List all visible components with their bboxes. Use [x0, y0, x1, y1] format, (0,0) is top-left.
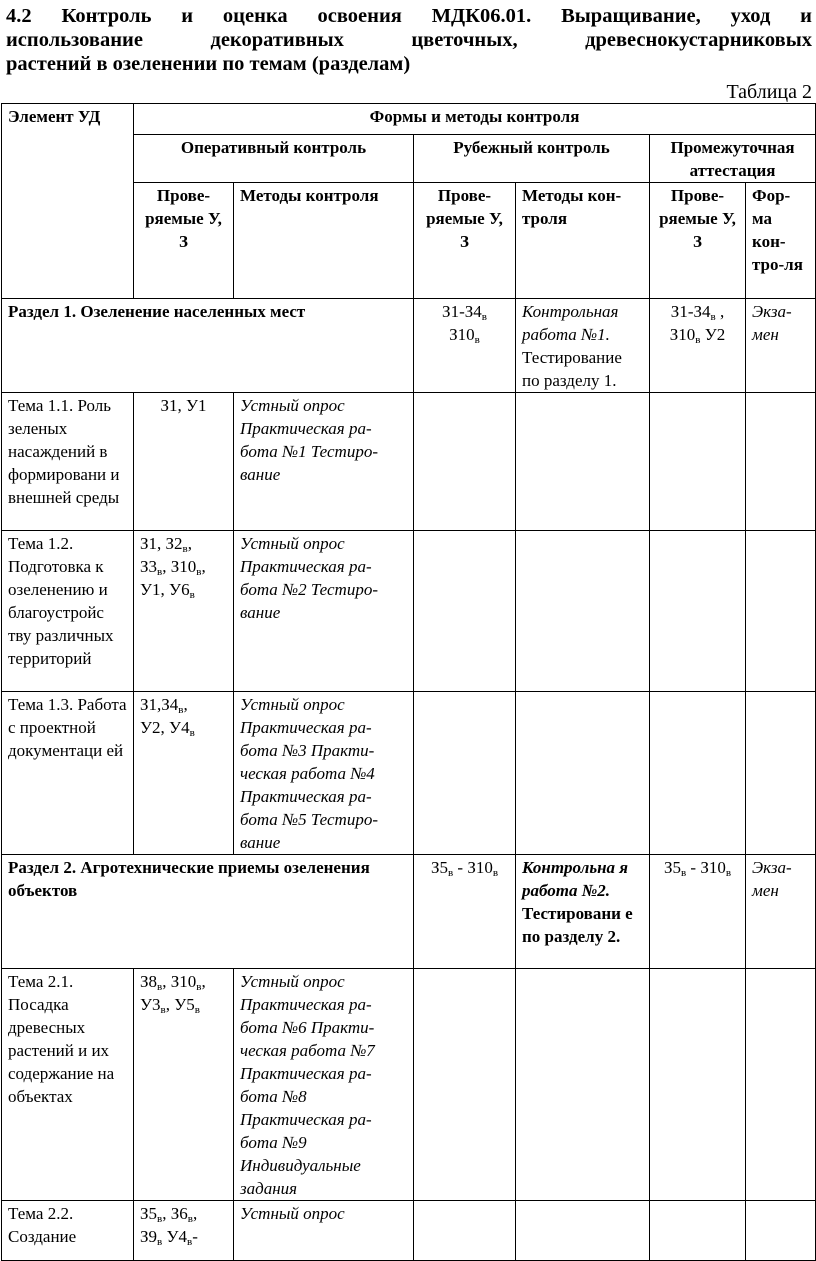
topic-1-2-name: Тема 1.2. Подготовка к озеленению и благоустройс тву различных территорий: [2, 531, 134, 692]
topic-1-3-empty-1: [414, 692, 516, 855]
header-forms: Формы и методы контроля: [134, 104, 816, 135]
topic-1-3-empty-3: [650, 692, 746, 855]
header-checked-2: Прове-ряемые У, З: [414, 183, 516, 299]
topic-2-2-name: Тема 2.2. Создание: [2, 1201, 134, 1261]
heading-line-1: 4.2 Контроль и оценка освоения МДК06.01. Выращивание, уход и: [6, 5, 812, 27]
section-1-title: Раздел 1. Озеленение населенных мест: [2, 299, 414, 393]
control-table: [1, 103, 816, 1261]
topic-1-3-methods: Устный опрос Практическая ра-бота №3 Практи-ческая работа №4 Практическая ра-бота №5 Тестиро-вание: [234, 692, 414, 855]
topic-1-1-empty-4: [746, 393, 816, 531]
header-checked: Прове-ряемые У, З: [134, 183, 234, 299]
topic-2-1-methods: Устный опрос Практическая ра-бота №6 Практи-ческая работа №7 Практическая ра-бота №8 Практическая ра-бота №9 Индивидуальные задания: [234, 969, 414, 1201]
topic-1-2-checked: З1, $З2_в$, $З3_в$, $З10_в$, У1, $У6_в$: [134, 531, 234, 692]
section-2-milestone-checked: $З5_в - З10_в$: [414, 855, 516, 969]
topic-1-2-empty-1: [414, 531, 516, 692]
section-2-intermediate-checked: $З5_в - З10_в$: [650, 855, 746, 969]
header-intermediate: Промежуточная аттестация: [650, 135, 816, 183]
heading-line-3: растений в озеленении по темам (разделам): [6, 53, 411, 75]
topic-1-2-empty-3: [650, 531, 746, 692]
header-checked-3: Прове-ряемые У, З: [650, 183, 746, 299]
topic-2-1-name: Тема 2.1. Посадка древесных растений и их содержание на объектах: [2, 969, 134, 1201]
topic-2-1-empty-1: [414, 969, 516, 1201]
topic-1-3-empty-4: [746, 692, 816, 855]
section-1-intermediate-checked: $З1-З4_в$ , $З10_в$ У2: [650, 299, 746, 393]
topic-1-3-name: Тема 1.3. Работа с проектной документаци ей: [2, 692, 134, 855]
topic-2-2-empty-1: [414, 1201, 516, 1261]
topic-2-2-checked: $З5_в$, $З6_в$, $З9_в$ $У4_в-$: [134, 1201, 234, 1261]
header-form: Фор-ма кон-тро-ля: [746, 183, 816, 299]
topic-2-2-empty-2: [516, 1201, 650, 1261]
header-methods-2: Методы кон-троля: [516, 183, 650, 299]
header-element: Элемент УД: [2, 104, 134, 299]
topic-1-1-methods: Устный опрос Практическая ра-бота №1 Тестиро-вание: [234, 393, 414, 531]
topic-2-2-empty-3: [650, 1201, 746, 1261]
section-1-milestone-methods: Контрольная работа №1. Тестирование по разделу 1.: [516, 299, 650, 393]
topic-1-1-checked: З1, У1: [134, 393, 234, 531]
topic-1-2-empty-4: [746, 531, 816, 692]
topic-1-3-empty-2: [516, 692, 650, 855]
section-1-intermediate-form: Экза-мен: [746, 299, 816, 393]
heading-line-2: использование декоративных цветочных, древеснокустарниковых: [6, 29, 812, 51]
section-1-milestone-checked: $З1-З4_в$ $З10_в$: [414, 299, 516, 393]
topic-1-1-empty-1: [414, 393, 516, 531]
topic-2-1-empty-2: [516, 969, 650, 1201]
topic-1-2-methods: Устный опрос Практическая ра-бота №2 Тестиро-вание: [234, 531, 414, 692]
table-number: Таблица 2: [726, 81, 812, 103]
topic-1-3-checked: $З1,З4_в$, У2, $У4_в$: [134, 692, 234, 855]
header-methods: Методы контроля: [234, 183, 414, 299]
topic-2-2-methods: Устный опрос: [234, 1201, 414, 1261]
section-2-intermediate-form: Экза-мен: [746, 855, 816, 969]
section-heading: [6, 4, 812, 76]
section-2-title: Раздел 2. Агротехнические приемы озеленения объектов: [2, 855, 414, 969]
topic-2-1-empty-3: [650, 969, 746, 1201]
topic-1-1-name: Тема 1.1. Роль зеленых насаждений в формировани и внешней среды: [2, 393, 134, 531]
header-operative: Оперативный контроль: [134, 135, 414, 183]
topic-2-1-empty-4: [746, 969, 816, 1201]
topic-1-2-empty-2: [516, 531, 650, 692]
topic-2-1-checked: $З8_в$, $З10_в$, $У3_в$, $У5_в$: [134, 969, 234, 1201]
section-2-milestone-methods: Контрольна я работа №2. Тестировани е по разделу 2.: [516, 855, 650, 969]
topic-1-1-empty-3: [650, 393, 746, 531]
topic-1-1-empty-2: [516, 393, 650, 531]
header-milestone: Рубежный контроль: [414, 135, 650, 183]
topic-2-2-empty-4: [746, 1201, 816, 1261]
